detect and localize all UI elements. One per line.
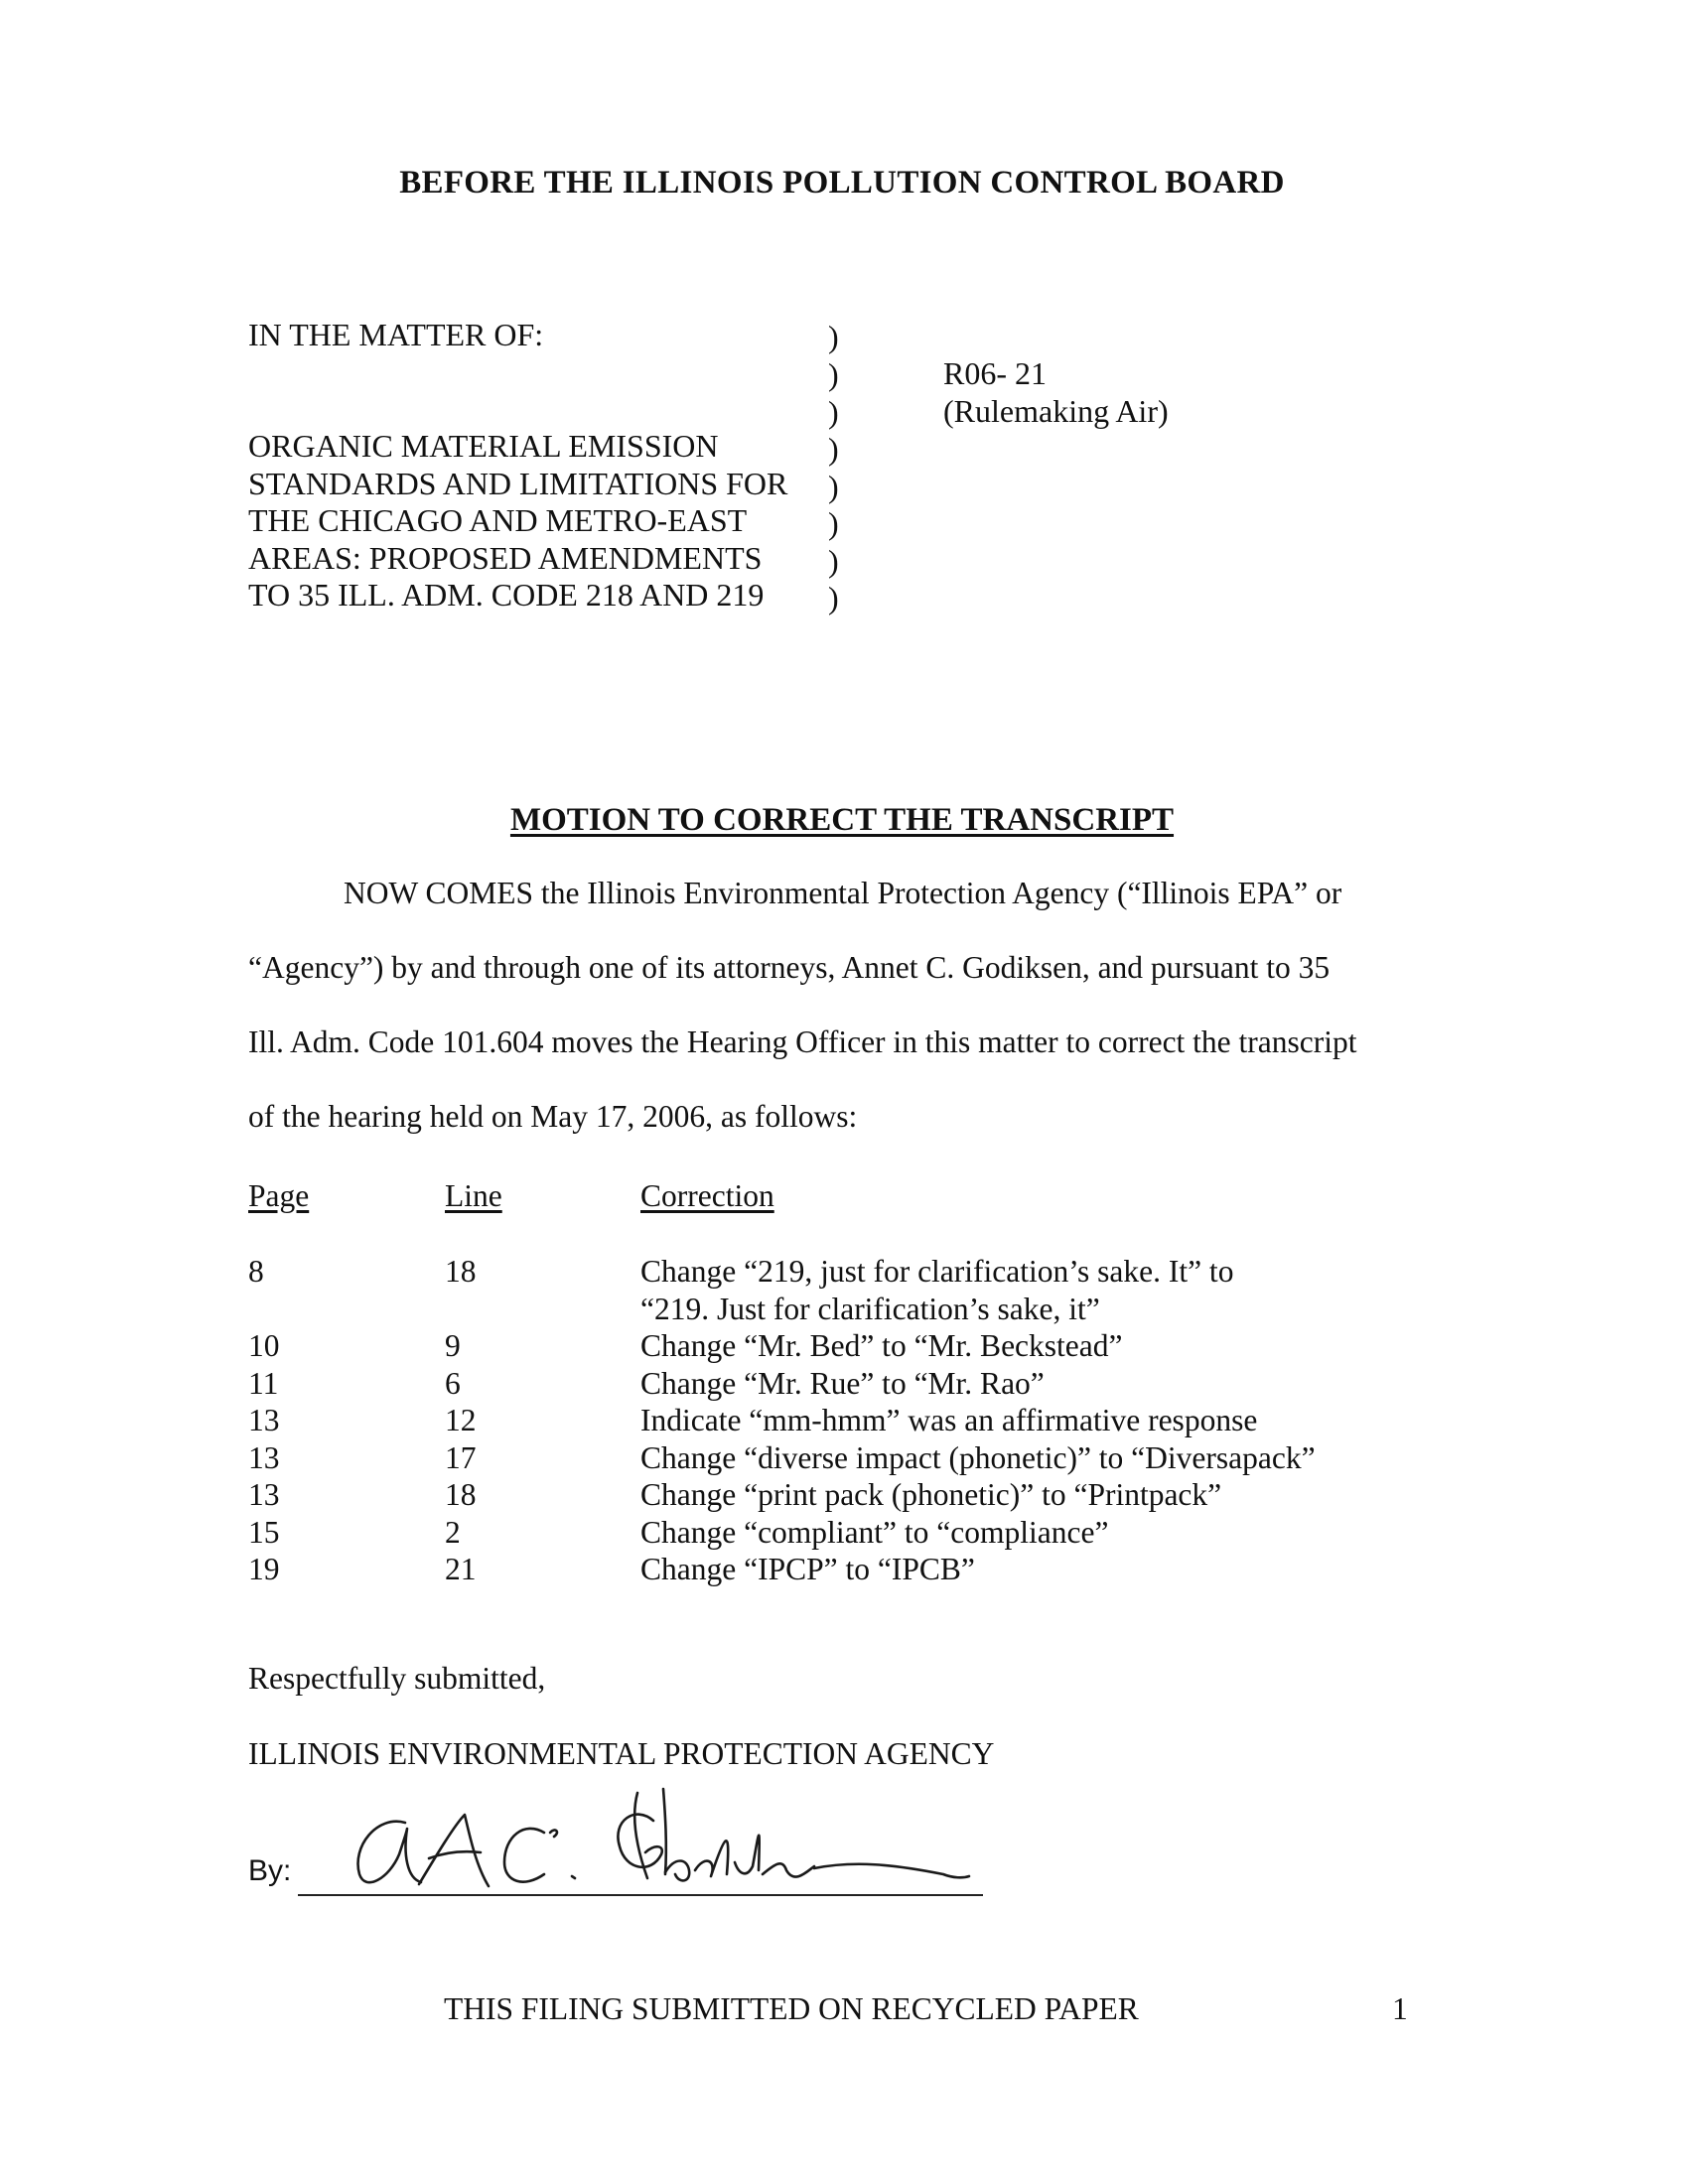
row-page: 11 [248, 1366, 279, 1401]
caption-line-2: STANDARDS AND LIMITATIONS FOR [248, 466, 788, 501]
row-page: 13 [248, 1440, 280, 1475]
body-line-1: NOW COMES the Illinois Environmental Protection Agency (“Illinois EPA” or [344, 876, 1342, 910]
docket-number: R06- 21 [943, 355, 1047, 391]
caption-paren: ) [828, 319, 839, 354]
footer-recycled-notice: THIS FILING SUBMITTED ON RECYCLED PAPER [444, 1991, 1139, 2026]
row-line: 18 [445, 1254, 477, 1289]
document-header: BEFORE THE ILLINOIS POLLUTION CONTROL BOARD [399, 165, 1285, 201]
row-page: 19 [248, 1552, 280, 1586]
row-correction: Change “Mr. Rue” to “Mr. Rao” [640, 1366, 1045, 1401]
row-correction: Change “print pack (phonetic)” to “Printpack” [640, 1477, 1222, 1512]
row-correction: Change “IPCP” to “IPCB” [640, 1552, 975, 1586]
motion-title: MOTION TO CORRECT THE TRANSCRIPT [509, 802, 1175, 838]
caption-line-4: AREAS: PROPOSED AMENDMENTS [248, 540, 763, 576]
column-header-correction: Correction [640, 1178, 774, 1213]
body-line-2: “Agency”) by and through one of its attorneys, Annet C. Godiksen, and pursuant to 35 [248, 950, 1331, 985]
row-page: 8 [248, 1254, 264, 1289]
caption-line-3: THE CHICAGO AND METRO-EAST [248, 502, 748, 538]
caption-line-1: ORGANIC MATERIAL EMISSION [248, 428, 719, 464]
row-page: 13 [248, 1403, 280, 1437]
closing-agency: ILLINOIS ENVIRONMENTAL PROTECTION AGENCY [248, 1736, 995, 1771]
row-page: 13 [248, 1477, 280, 1512]
matter-label: IN THE MATTER OF: [248, 317, 544, 352]
row-correction: Change “219, just for clarification’s sake. It” to [640, 1254, 1234, 1289]
signature-line [298, 1894, 983, 1896]
column-header-line: Line [445, 1178, 502, 1213]
caption-paren: ) [828, 394, 839, 430]
caption-paren: ) [828, 580, 839, 615]
column-header-page: Page [248, 1178, 310, 1213]
caption-paren: ) [828, 356, 839, 392]
row-line: 6 [445, 1366, 461, 1401]
row-correction: Change “compliant” to “compliance” [640, 1515, 1109, 1550]
page-number: 1 [1392, 1991, 1408, 2026]
caption-line-5: TO 35 ILL. ADM. CODE 218 AND 219 [248, 577, 765, 613]
row-correction-continued: “219. Just for clarification’s sake, it” [640, 1292, 1100, 1326]
closing-respectfully: Respectfully submitted, [248, 1661, 546, 1696]
row-correction: Change “Mr. Bed” to “Mr. Beckstead” [640, 1328, 1123, 1363]
row-correction: Change “diverse impact (phonetic)” to “Diversapack” [640, 1440, 1316, 1475]
row-line: 17 [445, 1440, 477, 1475]
body-line-3: Ill. Adm. Code 101.604 moves the Hearing Officer in this matter to correct the transcript [248, 1024, 1357, 1059]
row-line: 2 [445, 1515, 461, 1550]
row-correction: Indicate “mm-hmm” was an affirmative response [640, 1403, 1258, 1437]
handwritten-signature [338, 1775, 973, 1904]
caption-paren: ) [828, 431, 839, 467]
row-line: 9 [445, 1328, 461, 1363]
row-page: 10 [248, 1328, 280, 1363]
caption-paren: ) [828, 543, 839, 579]
signature-by-label: By: [248, 1854, 292, 1887]
docket-type: (Rulemaking Air) [943, 393, 1169, 429]
row-line: 18 [445, 1477, 477, 1512]
caption-paren: ) [828, 469, 839, 504]
row-line: 21 [445, 1552, 477, 1586]
body-line-4: of the hearing held on May 17, 2006, as follows: [248, 1099, 858, 1134]
row-page: 15 [248, 1515, 280, 1550]
caption-paren: ) [828, 505, 839, 541]
row-line: 12 [445, 1403, 477, 1437]
